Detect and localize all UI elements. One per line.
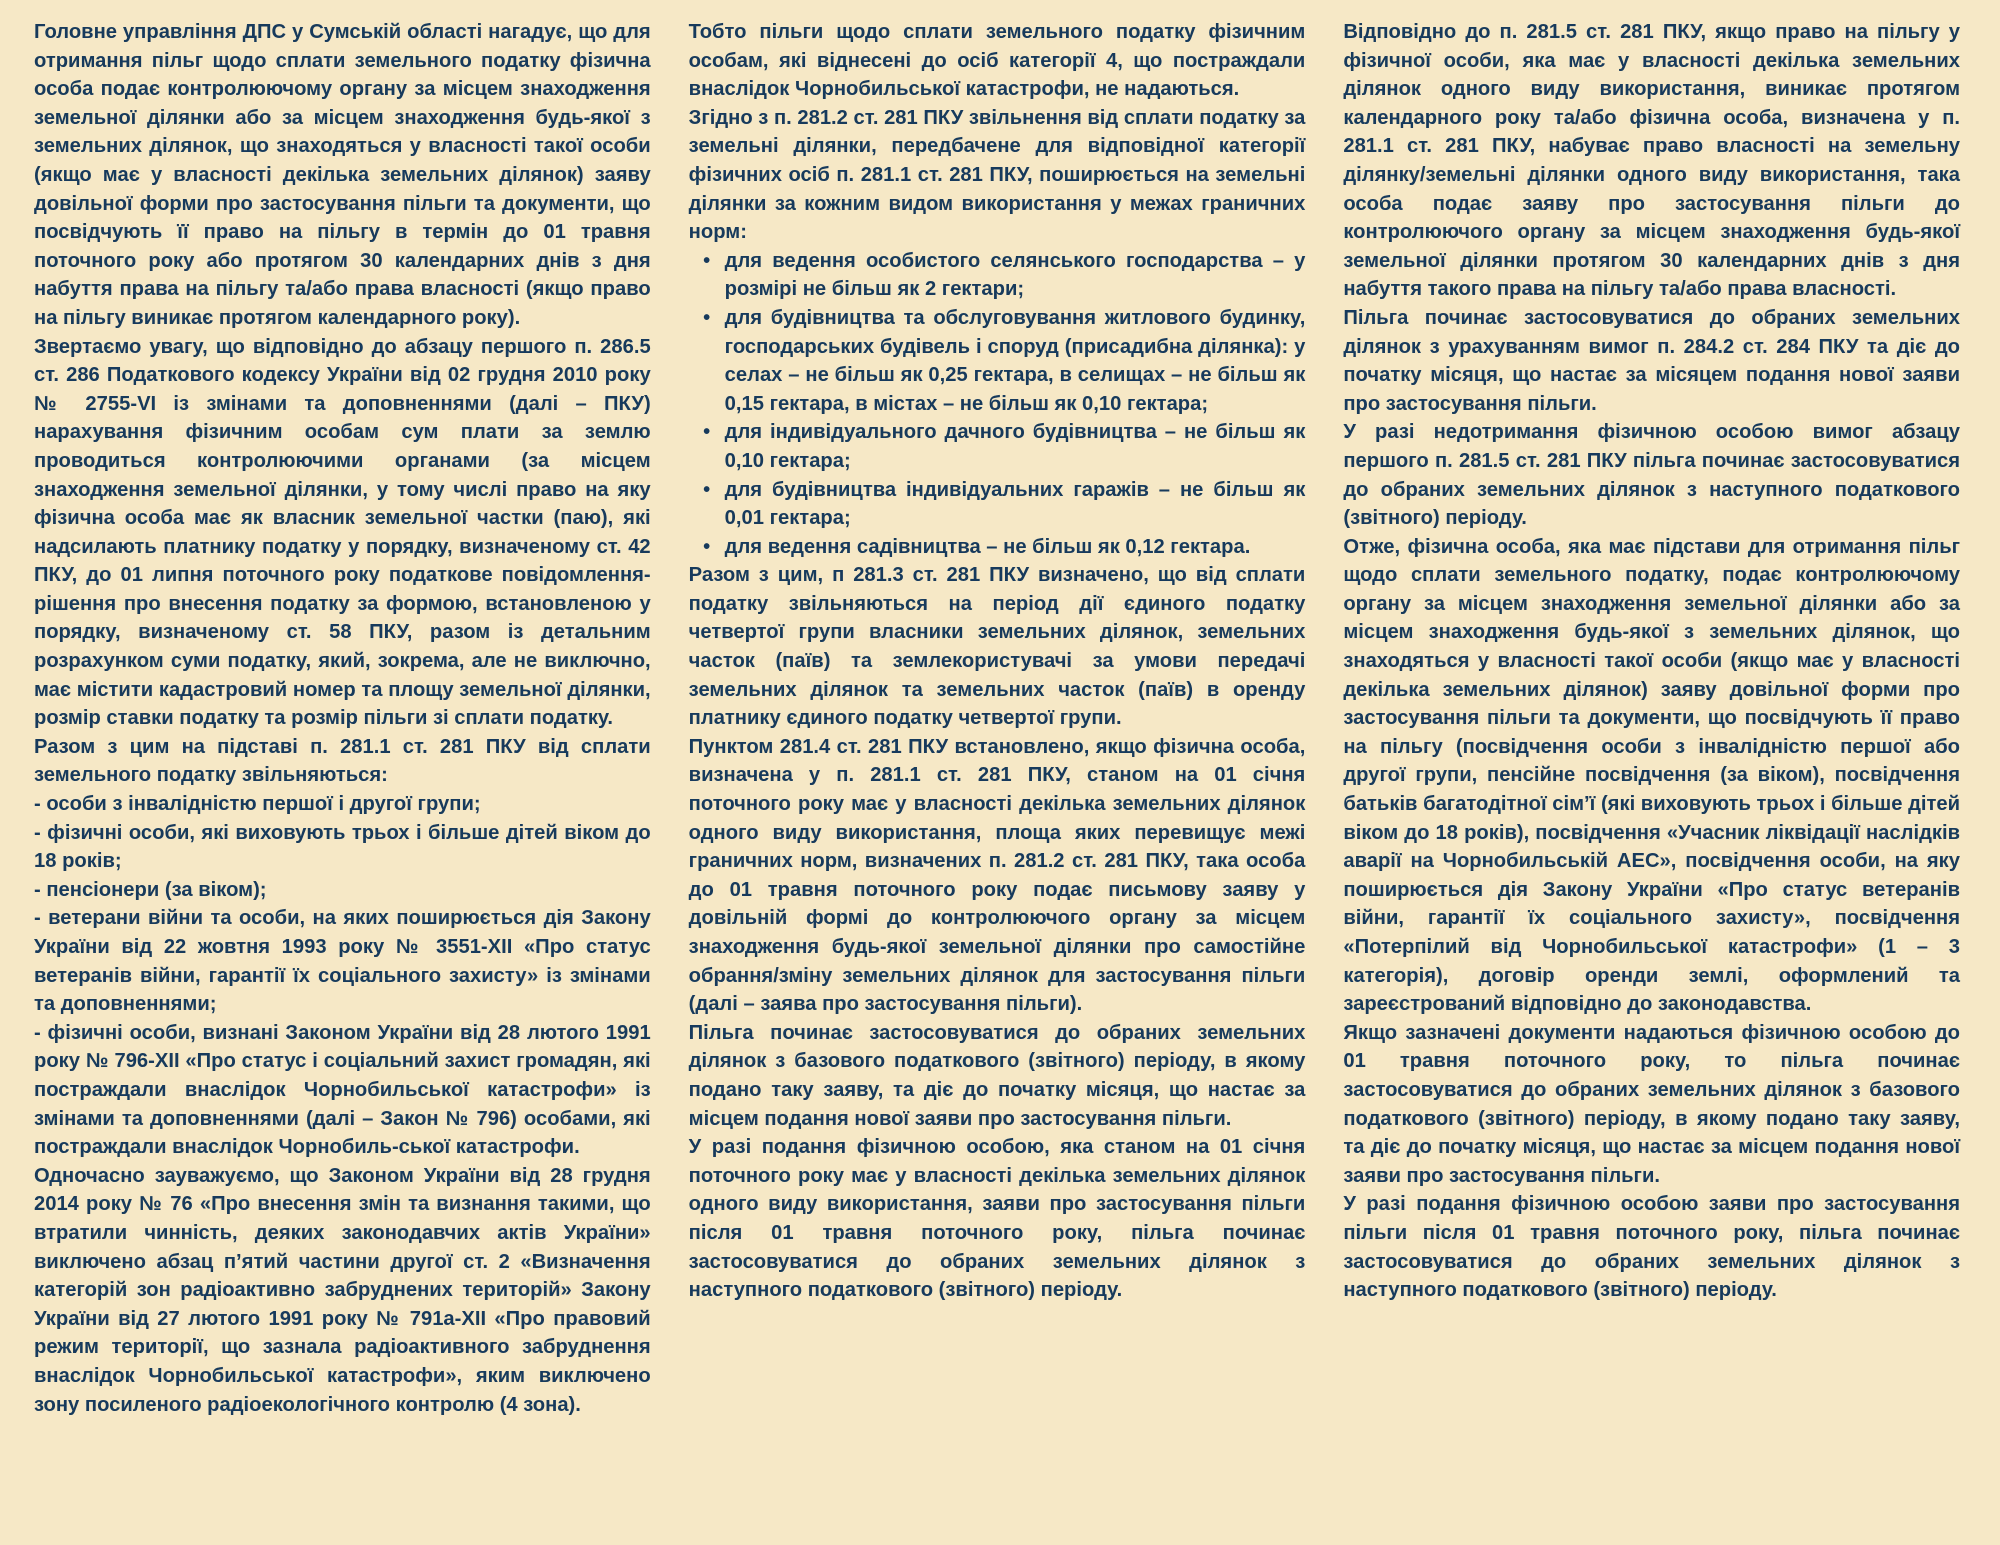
list-item bbox=[703, 247, 1306, 304]
list-item bbox=[703, 304, 1306, 418]
bullet-icon: • bbox=[703, 306, 711, 329]
paragraph: Отже, фізична особа, яка має підстави для отримання пільг щодо сплати земельного податку, подає контролюючому органу за місцем знаходження земельної ділянки або за місцем знаходження будь-якої з земельних ділянок, що знаходяться у власності такої особи (якщо має у власності декілька земельних ділянок) заяву довільної форми про застосування пільги та документи, що посвідчують її право на пільгу (посвідчення особи з інвалідністю першої або другої групи, пенсійне посвідчення (за віком), посвідчення батьків багатодітної сім’ї (які виховують трьох і більше дітей віком до 18 років), посвідчення «Учасник ліквідації наслідків аварії на Чорнобильській АЕС», посвідчення особи, на яку поширюється дія Закону України «Про статус ветеранів війни, гарантії їх соціального захисту», посвідчення «Потерпілий від Чорнобильської катастрофи» (1 – 3 категорія), договір оренди землі, оформлений та зареєстрований відповідно до законодавства. bbox=[1343, 535, 1961, 1016]
list-item-text: для індивідуального дачного будівництва – не більш як 0,10 гектара; bbox=[724, 421, 1306, 472]
paragraph: Головне управління ДПС у Сумській області нагадує, що для отримання пільг щодо сплати земельного податку фізична особа подає контролюючому органу за місцем знаходження земельної ділянки або за місцем знаходження будь-якої з земельних ділянок, що знаходяться у власності такої особи (якщо має у власності декілька земельних ділянок) заяву довільної форми про застосування пільги та документи, що посвідчують її право на пільгу в термін до 01 травня поточного року або протягом 30 календарних днів з дня набуття права на пільгу та/або права власності (якщо право на пільгу виникає протягом календарного року). bbox=[34, 21, 651, 329]
list-item-text: для будівництва та обслуговування житлового будинку, господарських будівель і споруд (присадибна ділянка): у селах – не більш як 0,25 гектара, в селищах – не більш як 0,15 гектара, в містах – не більш як 0,10 гектара; bbox=[724, 306, 1306, 415]
paragraph: Тобто пільги щодо сплати земельного податку фізичним особам, які віднесені до осіб категорії 4, що постраждали внаслідок Чорнобильської катастрофи, не надаються. bbox=[688, 21, 1306, 101]
bullet-list bbox=[689, 247, 1306, 562]
paragraph: - особи з інвалідністю першої і другої групи; bbox=[34, 793, 481, 816]
list-item bbox=[703, 476, 1306, 533]
paragraph: Звертаємо увагу, що відповідно до абзацу першого п. 286.5 ст. 286 Податкового кодексу України від 02 грудня 2010 року № 2755-VI із змінами та доповненнями (далі – ПКУ) нарахування фізичним особам сум плати за землю проводиться контролюючими органами (за місцем знаходження земельної ділянки, у тому числі право на яку фізична особа має як власник земельної частки (паю), які надсилають платнику податку у порядку, визначеному ст. 42 ПКУ, до 01 липня поточного року податкове повідомлення-рішення про внесення податку за формою, встановленою у порядку, визначеному ст. 58 ПКУ, разом із детальним розрахунком суми податку, який, зокрема, але не виключно, має містити кадастровий номер та площу земельної ділянки, розмір ставки податку та розмір пільги зі сплати податку. bbox=[34, 335, 651, 730]
list-item-text: для ведення садівництва – не більш як 0,12 гектара. bbox=[724, 535, 1251, 558]
paragraph: - пенсіонери (за віком); bbox=[34, 878, 267, 901]
paragraph: Разом з цим на підставі п. 281.1 ст. 281 ПКУ від сплати земельного податку звільняються: bbox=[34, 735, 651, 787]
paragraph: Пільга починає застосовуватися до обраних земельних ділянок з базового податкового (звітного) періоду, в якому подано таку заяву, та діє до початку місяця, що настає за місцем подання нової заяви про застосування пільги. bbox=[688, 1021, 1306, 1130]
paragraph: Пунктом 281.4 ст. 281 ПКУ встановлено, якщо фізична особа, визначена у п. 281.1 ст. 281 ПКУ, станом на 01 січня поточного року має у власності декілька земельних ділянок одного виду використання, площа яких перевищує межі граничних норм, визначених п. 281.2 ст. 281 ПКУ, така особа до 01 травня поточного року подає письмову заяву у довільній формі до контролюючого органу за місцем знаходження будь-якої земельної ділянки про самостійне обрання/зміну земельних ділянок для застосування пільги (далі – заява про застосування пільги). bbox=[688, 735, 1306, 1016]
list-item-text: для ведення особистого селянського господарства – у розмірі не більш як 2 гектари; bbox=[724, 249, 1306, 301]
paragraph: У разі подання фізичною особою, яка станом на 01 січня поточного року має у власності декілька земельних ділянок одного виду використання, заяви про застосування пільги після 01 травня поточного року, пільга починає застосовуватися до обраних земельних ділянок з наступного податкового (звітного) періоду. bbox=[688, 1136, 1306, 1302]
bullet-icon: • bbox=[703, 421, 711, 444]
paragraph: - фізичні особи, визнані Законом України від 28 лютого 1991 року № 796-XII «Про статус і соціальний захист громадян, які постраждали внаслідок Чорнобильської катастрофи» із змінами та доповненнями (далі – Закон № 796) особами, які постраждали внаслідок Чорнобиль-ської катастрофи. bbox=[34, 1021, 651, 1159]
list-item bbox=[703, 418, 1306, 475]
paragraph: Якщо зазначені документи надаються фізичною особою до 01 травня поточного року, то пільга починає застосовуватися до обраних земельних ділянок з базового податкового (звітного) періоду, в якому подано таку заяву, та діє до початку місяця, що настає за місцем подання нової заяви про застосування пільги. bbox=[1343, 1021, 1961, 1187]
paragraph: У разі подання фізичною особою заяви про застосування пільги після 01 травня поточного року, пільга починає застосовуватися до обраних земельних ділянок з наступного податкового (звітного) періоду. bbox=[1343, 1193, 1961, 1302]
paragraph: - фізичні особи, які виховують трьох і більше дітей віком до 18 років; bbox=[34, 821, 651, 873]
bullet-icon: • bbox=[703, 478, 711, 501]
paragraph: - ветерани війни та особи, на яких поширюється дія Закону України від 22 жовтня 1993 року № 3551-XII «Про статус ветеранів війни, гарантії їх соціального захисту» із змінами та доповненнями; bbox=[34, 907, 651, 1016]
list-item bbox=[703, 533, 1306, 562]
column-right bbox=[1343, 18, 1960, 1545]
paragraph: Згідно з п. 281.2 ст. 281 ПКУ звільнення від сплати податку за земельні ділянки, передбачене для відповідної категорії фізичних осіб п. 281.1 ст. 281 ПКУ, поширюється на земельні ділянки за кожним видом використання у межах граничних норм: bbox=[688, 106, 1306, 244]
bullet-icon: • bbox=[703, 249, 711, 272]
column-middle bbox=[689, 18, 1306, 1545]
column-left bbox=[34, 18, 651, 1545]
paragraph: У разі недотримання фізичною особою вимог абзацу першого п. 281.5 ст. 281 ПКУ пільга починає застосовуватися до обраних земельних ділянок з наступного податкового (звітного) періоду. bbox=[1343, 421, 1961, 530]
paragraph: Відповідно до п. 281.5 ст. 281 ПКУ, якщо право на пільгу у фізичної особи, яка має у власності декілька земельних ділянок одного виду використання, виникає протягом календарного року та/або фізична особа, визначена у п. 281.1 ст. 281 ПКУ, набуває право власності на земельну ділянку/земельні ділянки одного виду використання, така особа подає заяву про застосування пільги до контролюючого органу за місцем знаходження будь-якої земельної ділянки протягом 30 календарних днів з дня набуття такого права на пільгу та/або права власності. bbox=[1343, 21, 1961, 301]
list-item-text: для будівництва індивідуальних гаражів – не більш як 0,01 гектара; bbox=[724, 478, 1306, 530]
paragraph: Разом з цим, п 281.3 ст. 281 ПКУ визначено, що від сплати податку звільняються на період дії єдиного податку четвертої групи власники земельних ділянок, земельних часток (паїв) та землекористувачі за умови передачі земельних ділянок та земельних часток (паїв) в оренду платнику єдиного податку четвертої групи. bbox=[688, 564, 1306, 730]
bullet-icon: • bbox=[703, 535, 711, 558]
paragraph: Одночасно зауважуємо, що Законом України від 28 грудня 2014 року № 76 «Про внесення змін та визнання такими, що втратили чинність, деяких законодавчих актів України» виключено абзац п’ятий частини другої ст. 2 «Визначення категорій зон радіоактивно забруднених територій» Закону України від 27 лютого 1991 року № 791а-XII «Про правовий режим території, що зазнала радіоактивного забруднення внаслідок Чорнобильської катастрофи», яким виключено зону посиленого радіоекологічного контролю (4 зона). bbox=[34, 1164, 651, 1416]
paragraph: Пільга починає застосовуватися до обраних земельних ділянок з урахуванням вимог п. 284.2 ст. 284 ПКУ та діє до початку місяця, що настає за місяцем подання нової заяви про застосування пільги. bbox=[1343, 306, 1961, 415]
